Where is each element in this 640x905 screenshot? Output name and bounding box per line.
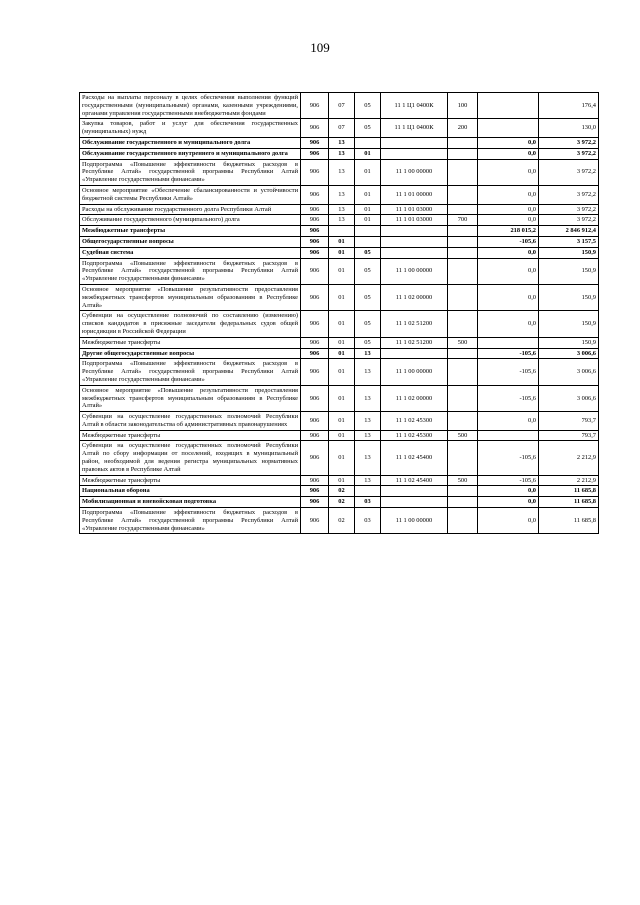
row-section-code: 07 xyxy=(329,119,355,138)
row-amount-total: 11 685,8 xyxy=(539,497,599,508)
row-section-code: 13 xyxy=(329,148,355,159)
row-amount-change: 0,0 xyxy=(478,497,539,508)
row-subsection-code xyxy=(355,226,381,237)
row-amount-change: -105,6 xyxy=(478,236,539,247)
row-subsection-code: 13 xyxy=(355,359,381,385)
row-amount-total: 150,9 xyxy=(539,258,599,284)
row-grbs-code: 906 xyxy=(301,204,329,215)
row-section-code xyxy=(329,226,355,237)
row-grbs-code: 906 xyxy=(301,137,329,148)
row-section-code: 13 xyxy=(329,185,355,204)
row-name: Мобилизационная и вневойсковая подготовка xyxy=(80,497,301,508)
row-target-article-code xyxy=(381,486,448,497)
row-expense-type-code xyxy=(448,137,478,148)
row-section-code: 13 xyxy=(329,159,355,185)
row-amount-change: -105,6 xyxy=(478,441,539,475)
row-name: Межбюджетные трансферты xyxy=(80,337,301,348)
table-row xyxy=(80,359,599,385)
row-target-article-code: 11 1 00 00000 xyxy=(381,159,448,185)
row-amount-change xyxy=(478,93,539,119)
row-section-code: 02 xyxy=(329,486,355,497)
row-subsection-code: 13 xyxy=(355,412,381,431)
row-section-code: 07 xyxy=(329,93,355,119)
row-subsection-code: 03 xyxy=(355,508,381,534)
row-name: Подпрограмма «Повышение эффективности бюджетных расходов в Республике Алтай» государственной программы Республики Алтай «Управление государственными финансами» xyxy=(80,508,301,534)
row-grbs-code: 906 xyxy=(301,148,329,159)
row-grbs-code: 906 xyxy=(301,359,329,385)
row-amount-change: -105,6 xyxy=(478,359,539,385)
row-subsection-code: 05 xyxy=(355,258,381,284)
row-subsection-code: 13 xyxy=(355,348,381,359)
row-section-code: 01 xyxy=(329,258,355,284)
row-subsection-code: 05 xyxy=(355,311,381,337)
row-amount-change: 0,0 xyxy=(478,311,539,337)
row-amount-total: 176,4 xyxy=(539,93,599,119)
row-target-article-code: 11 1 02 51200 xyxy=(381,337,448,348)
row-amount-total: 150,9 xyxy=(539,311,599,337)
row-target-article-code: 11 1 02 45400 xyxy=(381,441,448,475)
row-subsection-code: 03 xyxy=(355,497,381,508)
row-section-code: 02 xyxy=(329,508,355,534)
row-amount-change xyxy=(478,430,539,441)
row-grbs-code: 906 xyxy=(301,215,329,226)
row-name: Обслуживание государственного внутреннего и муниципального долга xyxy=(80,148,301,159)
budget-table-body xyxy=(80,93,599,534)
row-name: Основное мероприятие «Повышение результативности предоставления межбюджетных трансфертов муниципальным образованиям в Республике Алтай» xyxy=(80,385,301,411)
row-amount-change: 0,0 xyxy=(478,508,539,534)
row-name: Субвенции на осуществление государственных полномочий Республики Алтай в области законодательства об административных правонарушениях xyxy=(80,412,301,431)
table-row xyxy=(80,430,599,441)
row-section-code: 01 xyxy=(329,348,355,359)
row-amount-total: 2 212,9 xyxy=(539,441,599,475)
row-name: Субвенции на осуществление полномочий по составлению (изменению) списков кандидатов в присяжные заседатели федеральных судов общей юрисдикции в Российской Федерации xyxy=(80,311,301,337)
row-amount-change: 0,0 xyxy=(478,185,539,204)
row-amount-change: 0,0 xyxy=(478,159,539,185)
row-target-article-code: 11 1 02 45300 xyxy=(381,430,448,441)
row-section-code: 01 xyxy=(329,441,355,475)
row-grbs-code: 906 xyxy=(301,430,329,441)
row-expense-type-code xyxy=(448,247,478,258)
row-amount-total: 3 972,2 xyxy=(539,137,599,148)
row-amount-total: 3 972,2 xyxy=(539,204,599,215)
row-subsection-code: 05 xyxy=(355,337,381,348)
row-amount-change xyxy=(478,119,539,138)
row-grbs-code: 906 xyxy=(301,119,329,138)
row-subsection-code: 05 xyxy=(355,247,381,258)
row-expense-type-code: 500 xyxy=(448,430,478,441)
row-subsection-code: 05 xyxy=(355,284,381,310)
row-grbs-code: 906 xyxy=(301,236,329,247)
row-amount-total: 3 972,2 xyxy=(539,159,599,185)
row-grbs-code: 906 xyxy=(301,258,329,284)
row-amount-total: 11 685,8 xyxy=(539,508,599,534)
row-grbs-code: 906 xyxy=(301,486,329,497)
row-amount-change: 0,0 xyxy=(478,258,539,284)
row-expense-type-code xyxy=(448,159,478,185)
table-row xyxy=(80,159,599,185)
row-expense-type-code: 200 xyxy=(448,119,478,138)
row-name: Судебная система xyxy=(80,247,301,258)
row-section-code: 13 xyxy=(329,137,355,148)
row-amount-change: 0,0 xyxy=(478,148,539,159)
row-subsection-code: 01 xyxy=(355,204,381,215)
row-expense-type-code: 500 xyxy=(448,475,478,486)
row-amount-change: 0,0 xyxy=(478,247,539,258)
row-subsection-code xyxy=(355,486,381,497)
table-row xyxy=(80,337,599,348)
row-amount-change xyxy=(478,337,539,348)
table-row xyxy=(80,93,599,119)
row-subsection-code: 01 xyxy=(355,185,381,204)
row-grbs-code: 906 xyxy=(301,185,329,204)
row-grbs-code: 906 xyxy=(301,284,329,310)
table-row xyxy=(80,247,599,258)
table-row xyxy=(80,215,599,226)
row-amount-total: 11 685,8 xyxy=(539,486,599,497)
row-amount-total: 3 157,5 xyxy=(539,236,599,247)
row-name: Основное мероприятие «Повышение результативности предоставления межбюджетных трансфертов муниципальным образованиям в Республике Алтай» xyxy=(80,284,301,310)
row-target-article-code: 11 1 01 03000 xyxy=(381,204,448,215)
row-expense-type-code xyxy=(448,348,478,359)
table-row xyxy=(80,486,599,497)
row-target-article-code: 11 1 02 45300 xyxy=(381,412,448,431)
row-grbs-code: 906 xyxy=(301,348,329,359)
row-name: Основное мероприятие «Обеспечение сбалансированности и устойчивости бюджетной системы Республики Алтай» xyxy=(80,185,301,204)
row-grbs-code: 906 xyxy=(301,441,329,475)
row-name: Национальная оборона xyxy=(80,486,301,497)
row-expense-type-code xyxy=(448,148,478,159)
row-target-article-code: 11 1 00 00000 xyxy=(381,508,448,534)
row-section-code: 01 xyxy=(329,247,355,258)
row-expense-type-code xyxy=(448,441,478,475)
row-grbs-code: 906 xyxy=(301,385,329,411)
row-name: Расходы на выплаты персоналу в целях обеспечения выполнения функций государственными (муниципальными) органами, казенными учреждениями, органами управления государственными внебюджетными фондами xyxy=(80,93,301,119)
row-target-article-code: 11 1 02 45400 xyxy=(381,475,448,486)
row-grbs-code: 906 xyxy=(301,337,329,348)
row-name: Обслуживание государственного (муниципального) долга xyxy=(80,215,301,226)
table-row xyxy=(80,204,599,215)
row-name: Подпрограмма «Повышение эффективности бюджетных расходов в Республике Алтай» государственной программы Республики Алтай «Управление государственными финансами» xyxy=(80,359,301,385)
row-amount-change: -105,6 xyxy=(478,475,539,486)
table-row xyxy=(80,226,599,237)
table-row xyxy=(80,508,599,534)
row-amount-total: 130,0 xyxy=(539,119,599,138)
row-grbs-code: 906 xyxy=(301,159,329,185)
row-subsection-code: 05 xyxy=(355,119,381,138)
row-amount-change: 0,0 xyxy=(478,137,539,148)
row-amount-total: 150,9 xyxy=(539,247,599,258)
row-name: Межбюджетные трансферты xyxy=(80,430,301,441)
row-expense-type-code: 700 xyxy=(448,215,478,226)
row-target-article-code: 11 1 Ц1 0400К xyxy=(381,119,448,138)
row-amount-total: 3 006,6 xyxy=(539,385,599,411)
row-amount-change: 0,0 xyxy=(478,284,539,310)
table-row xyxy=(80,348,599,359)
row-subsection-code: 05 xyxy=(355,93,381,119)
row-grbs-code: 906 xyxy=(301,475,329,486)
table-row xyxy=(80,475,599,486)
row-target-article-code: 11 1 01 03000 xyxy=(381,215,448,226)
row-target-article-code xyxy=(381,226,448,237)
table-row xyxy=(80,284,599,310)
row-section-code: 01 xyxy=(329,284,355,310)
table-row xyxy=(80,385,599,411)
row-target-article-code xyxy=(381,247,448,258)
row-name: Межбюджетные трансферты xyxy=(80,226,301,237)
table-row xyxy=(80,236,599,247)
row-target-article-code xyxy=(381,348,448,359)
row-section-code: 13 xyxy=(329,215,355,226)
row-target-article-code: 11 1 Ц1 0400К xyxy=(381,93,448,119)
table-row xyxy=(80,412,599,431)
row-amount-change: 0,0 xyxy=(478,204,539,215)
row-subsection-code: 13 xyxy=(355,385,381,411)
row-subsection-code xyxy=(355,137,381,148)
row-name: Субвенции на осуществление государственных полномочий Республики Алтай по сбору информации от поселений, входящих в муниципальный район, необходимой для ведения регистра муниципальных нормативных правовых актов в Республике Алтай xyxy=(80,441,301,475)
row-amount-total: 793,7 xyxy=(539,412,599,431)
table-row xyxy=(80,441,599,475)
row-expense-type-code xyxy=(448,258,478,284)
row-subsection-code: 01 xyxy=(355,159,381,185)
row-amount-total: 150,9 xyxy=(539,337,599,348)
row-amount-total: 3 972,2 xyxy=(539,185,599,204)
row-target-article-code xyxy=(381,497,448,508)
row-expense-type-code xyxy=(448,311,478,337)
row-expense-type-code xyxy=(448,497,478,508)
row-expense-type-code: 100 xyxy=(448,93,478,119)
row-section-code: 02 xyxy=(329,497,355,508)
row-subsection-code: 13 xyxy=(355,441,381,475)
row-name: Подпрограмма «Повышение эффективности бюджетных расходов в Республике Алтай» государственной программы Республики Алтай «Управление государственными финансами» xyxy=(80,258,301,284)
row-amount-change: 218 015,2 xyxy=(478,226,539,237)
table-row xyxy=(80,148,599,159)
row-amount-total: 2 212,9 xyxy=(539,475,599,486)
row-grbs-code: 906 xyxy=(301,247,329,258)
row-section-code: 01 xyxy=(329,385,355,411)
row-target-article-code: 11 1 02 00000 xyxy=(381,284,448,310)
row-target-article-code xyxy=(381,236,448,247)
row-target-article-code: 11 1 00 00000 xyxy=(381,258,448,284)
row-section-code: 01 xyxy=(329,475,355,486)
row-subsection-code: 13 xyxy=(355,475,381,486)
row-grbs-code: 906 xyxy=(301,497,329,508)
row-name: Межбюджетные трансферты xyxy=(80,475,301,486)
row-expense-type-code xyxy=(448,385,478,411)
row-expense-type-code xyxy=(448,486,478,497)
row-amount-change: 0,0 xyxy=(478,215,539,226)
row-amount-total: 3 006,6 xyxy=(539,348,599,359)
table-row xyxy=(80,185,599,204)
row-amount-change: -105,6 xyxy=(478,348,539,359)
table-row xyxy=(80,119,599,138)
table-row xyxy=(80,258,599,284)
row-expense-type-code xyxy=(448,226,478,237)
row-expense-type-code xyxy=(448,185,478,204)
row-amount-change: 0,0 xyxy=(478,486,539,497)
row-section-code: 01 xyxy=(329,430,355,441)
row-name: Общегосударственные вопросы xyxy=(80,236,301,247)
row-expense-type-code xyxy=(448,412,478,431)
row-target-article-code: 11 1 01 00000 xyxy=(381,185,448,204)
row-grbs-code: 906 xyxy=(301,93,329,119)
row-section-code: 01 xyxy=(329,412,355,431)
row-target-article-code: 11 1 00 00000 xyxy=(381,359,448,385)
row-amount-total: 3 006,6 xyxy=(539,359,599,385)
row-target-article-code xyxy=(381,137,448,148)
table-row xyxy=(80,311,599,337)
row-grbs-code: 906 xyxy=(301,226,329,237)
row-subsection-code xyxy=(355,236,381,247)
row-section-code: 13 xyxy=(329,204,355,215)
row-expense-type-code xyxy=(448,284,478,310)
row-amount-total: 150,9 xyxy=(539,284,599,310)
row-amount-change: 0,0 xyxy=(478,412,539,431)
row-subsection-code: 13 xyxy=(355,430,381,441)
table-row xyxy=(80,137,599,148)
row-grbs-code: 906 xyxy=(301,311,329,337)
row-name: Обслуживание государственного и муниципального долга xyxy=(80,137,301,148)
row-expense-type-code xyxy=(448,508,478,534)
row-amount-total: 793,7 xyxy=(539,430,599,441)
budget-table xyxy=(79,92,599,534)
row-amount-change: -105,6 xyxy=(478,385,539,411)
row-section-code: 01 xyxy=(329,236,355,247)
row-name: Расходы на обслуживание государственного долга Республики Алтай xyxy=(80,204,301,215)
table-row xyxy=(80,497,599,508)
row-subsection-code: 01 xyxy=(355,215,381,226)
row-amount-total: 2 846 912,4 xyxy=(539,226,599,237)
row-expense-type-code xyxy=(448,359,478,385)
row-expense-type-code xyxy=(448,204,478,215)
page-number: 109 xyxy=(310,40,330,55)
row-amount-total: 3 972,2 xyxy=(539,215,599,226)
row-target-article-code: 11 1 02 51200 xyxy=(381,311,448,337)
row-subsection-code: 01 xyxy=(355,148,381,159)
row-section-code: 01 xyxy=(329,337,355,348)
row-amount-total: 3 972,2 xyxy=(539,148,599,159)
row-name: Подпрограмма «Повышение эффективности бюджетных расходов в Республике Алтай» государственной программы Республики Алтай «Управление государственными финансами» xyxy=(80,159,301,185)
row-section-code: 01 xyxy=(329,359,355,385)
row-expense-type-code xyxy=(448,236,478,247)
row-grbs-code: 906 xyxy=(301,412,329,431)
row-section-code: 01 xyxy=(329,311,355,337)
row-name: Другие общегосударственные вопросы xyxy=(80,348,301,359)
row-name: Закупка товаров, работ и услуг для обеспечения государственных (муниципальных) нужд xyxy=(80,119,301,138)
row-expense-type-code: 500 xyxy=(448,337,478,348)
row-target-article-code: 11 1 02 00000 xyxy=(381,385,448,411)
row-target-article-code xyxy=(381,148,448,159)
row-grbs-code: 906 xyxy=(301,508,329,534)
